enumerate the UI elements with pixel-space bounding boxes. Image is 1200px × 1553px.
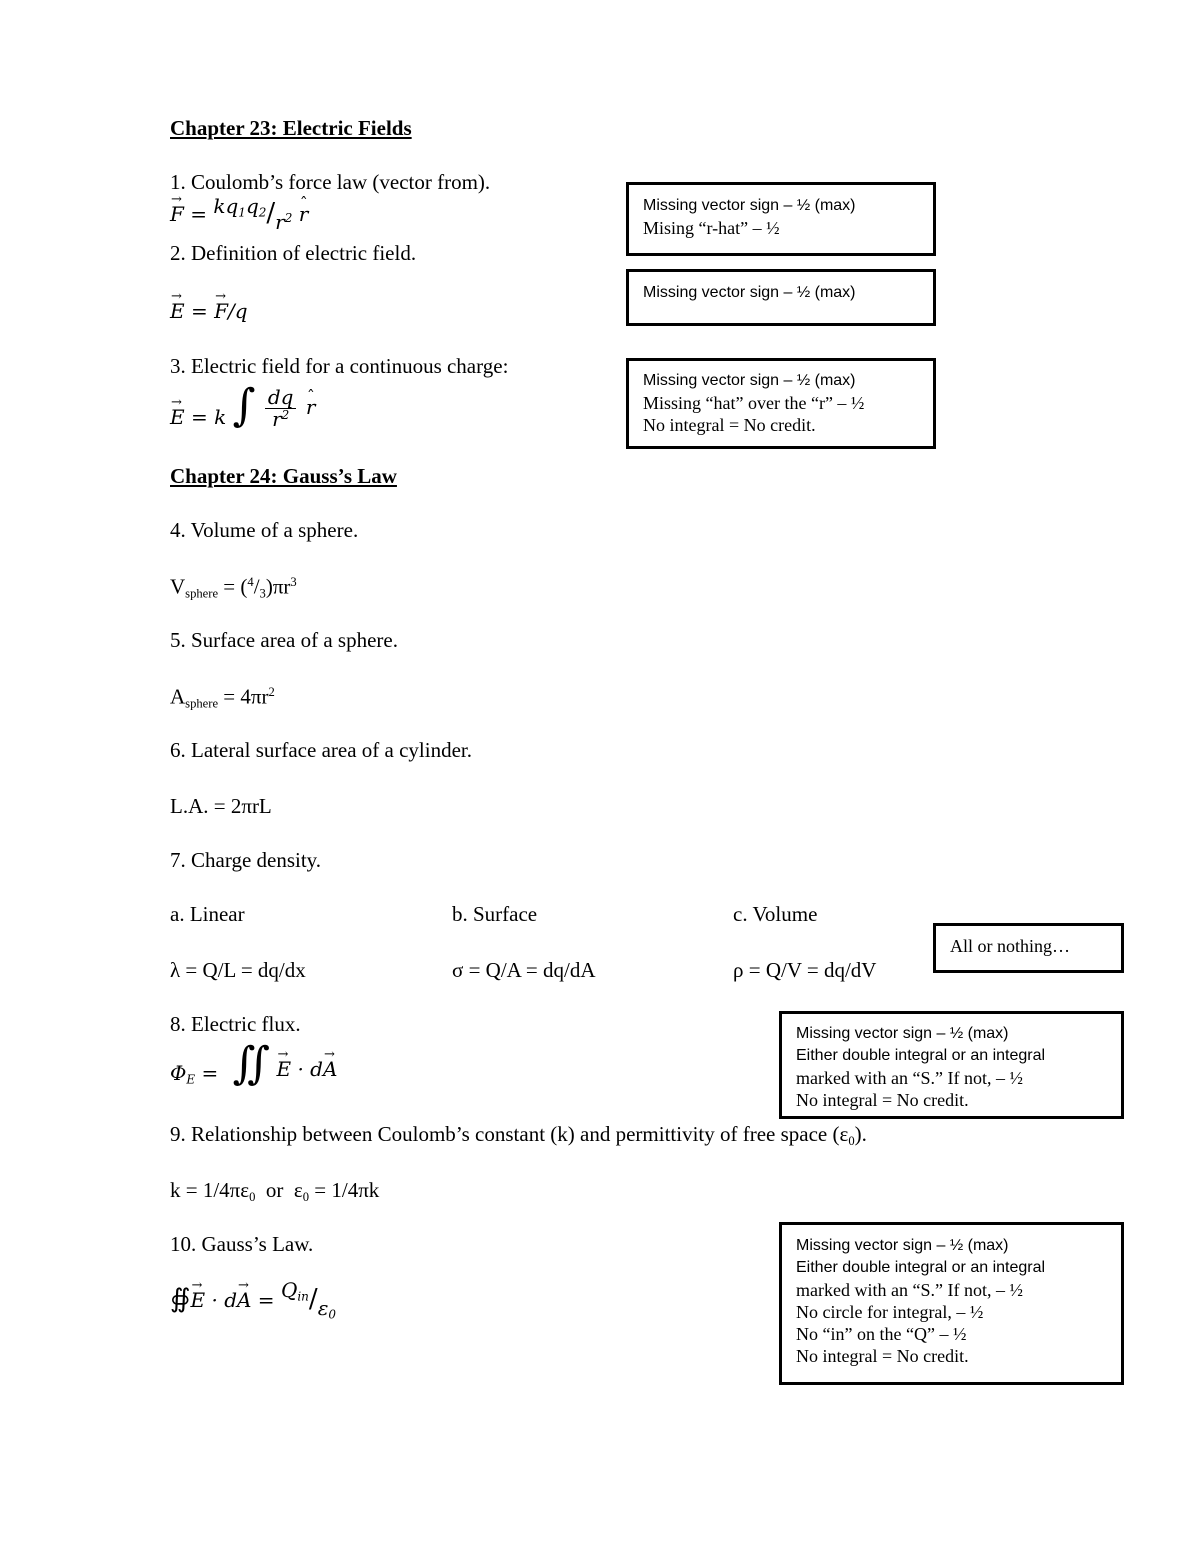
note-line: Missing vector sign – ½ (max) [796, 1025, 1009, 1042]
question-7: 7. Charge density. [170, 848, 322, 872]
chapter-24-title: Chapter 24: Gauss’s Law [170, 464, 397, 488]
note-line: No integral = No credit. [796, 1090, 969, 1110]
note-line: No integral = No credit. [796, 1346, 969, 1366]
note-line: Missing vector sign – ½ (max) [643, 197, 856, 214]
lateral-area-formula: L.A. = 2πrL [170, 794, 272, 818]
sphere-area-formula: $A_{sphere} = 4\pi r^2$ [170, 684, 275, 711]
k-epsilon-relation: $k = 1/4\pi\varepsilon_0$ or $\varepsilon_0 = 1/4\pi k$ [170, 1178, 380, 1204]
question-9 [170, 1124, 867, 1147]
flux-formula: $\Phi_E$ = ∬ → E · d→ A [170, 1036, 337, 1092]
continuous-charge-formula: → E = k ∫ $\frac{dq}{r^2}$ ˆ r [170, 378, 315, 438]
chapter-23-title: Chapter 23: Electric Fields [170, 116, 412, 140]
grading-note-2 [626, 269, 936, 326]
linear-density-label: a. Linear [170, 902, 245, 926]
question-3: 3. Electric field for a continuous charge: [170, 354, 509, 378]
volume-density-formula: ρ = Q/V = dq/dV [733, 958, 877, 982]
question-10: 10. Gauss’s Law. [170, 1232, 314, 1256]
note-line: No integral = No credit. [643, 415, 816, 435]
note-line: Either double integral or an integral [796, 1047, 1046, 1064]
question-2: 2. Definition of electric field. [170, 241, 417, 265]
volume-density-label: c. Volume [733, 902, 818, 926]
sphere-volume-formula: $V_{sphere} = (^4/_3)\pi r^3$ [170, 574, 297, 601]
note-line: Mising “r-hat” – ½ [643, 218, 780, 238]
note-line: Missing vector sign – ½ (max) [643, 284, 856, 301]
note-line: marked with an “S.” If not, – ½ [796, 1280, 1023, 1300]
question-5: 5. Surface area of a sphere. [170, 628, 398, 652]
question-8: 8. Electric flux. [170, 1012, 301, 1036]
surface-density-label: b. Surface [452, 902, 538, 926]
surface-density-formula: σ = Q/A = dq/dA [452, 958, 596, 982]
note-line: No circle for integral, – ½ [796, 1302, 984, 1322]
epsilon-subscript: 0 [848, 1133, 855, 1148]
question-9-text: 9. Relationship between Coulomb’s constant (k) and permittivity of free space (ε [170, 1122, 849, 1146]
grading-note-1 [626, 182, 936, 256]
question-4: 4. Volume of a sphere. [170, 518, 359, 542]
question-9-end: ). [854, 1122, 867, 1146]
grading-note-4 [933, 923, 1124, 973]
note-line: Either double integral or an integral [796, 1259, 1046, 1276]
grading-note-5 [779, 1011, 1124, 1119]
question-1: 1. Coulomb’s force law (vector from). [170, 170, 491, 194]
electric-field-formula: → E = → F/q [170, 301, 248, 321]
linear-density-formula: λ = Q/L = dq/dx [170, 958, 306, 982]
note-line: Missing “hat” over the “r” – ½ [643, 393, 865, 413]
grading-note-3 [626, 358, 936, 449]
coulomb-formula: → $F = kq_1q_2/r^2$ ˆ r [170, 200, 308, 227]
note-line: marked with an “S.” If not, – ½ [796, 1068, 1023, 1088]
note-line: All or nothing… [950, 936, 1070, 956]
gauss-law-formula: ∯→ $E \cdot d\to A = Q_{in}/\varepsilon_0$ [170, 1286, 336, 1336]
note-line: No “in” on the “Q” – ½ [796, 1324, 967, 1344]
grading-note-6 [779, 1222, 1124, 1385]
note-line: Missing vector sign – ½ (max) [796, 1237, 1009, 1254]
note-line: Missing vector sign – ½ (max) [643, 372, 856, 389]
question-6: 6. Lateral surface area of a cylinder. [170, 738, 472, 762]
